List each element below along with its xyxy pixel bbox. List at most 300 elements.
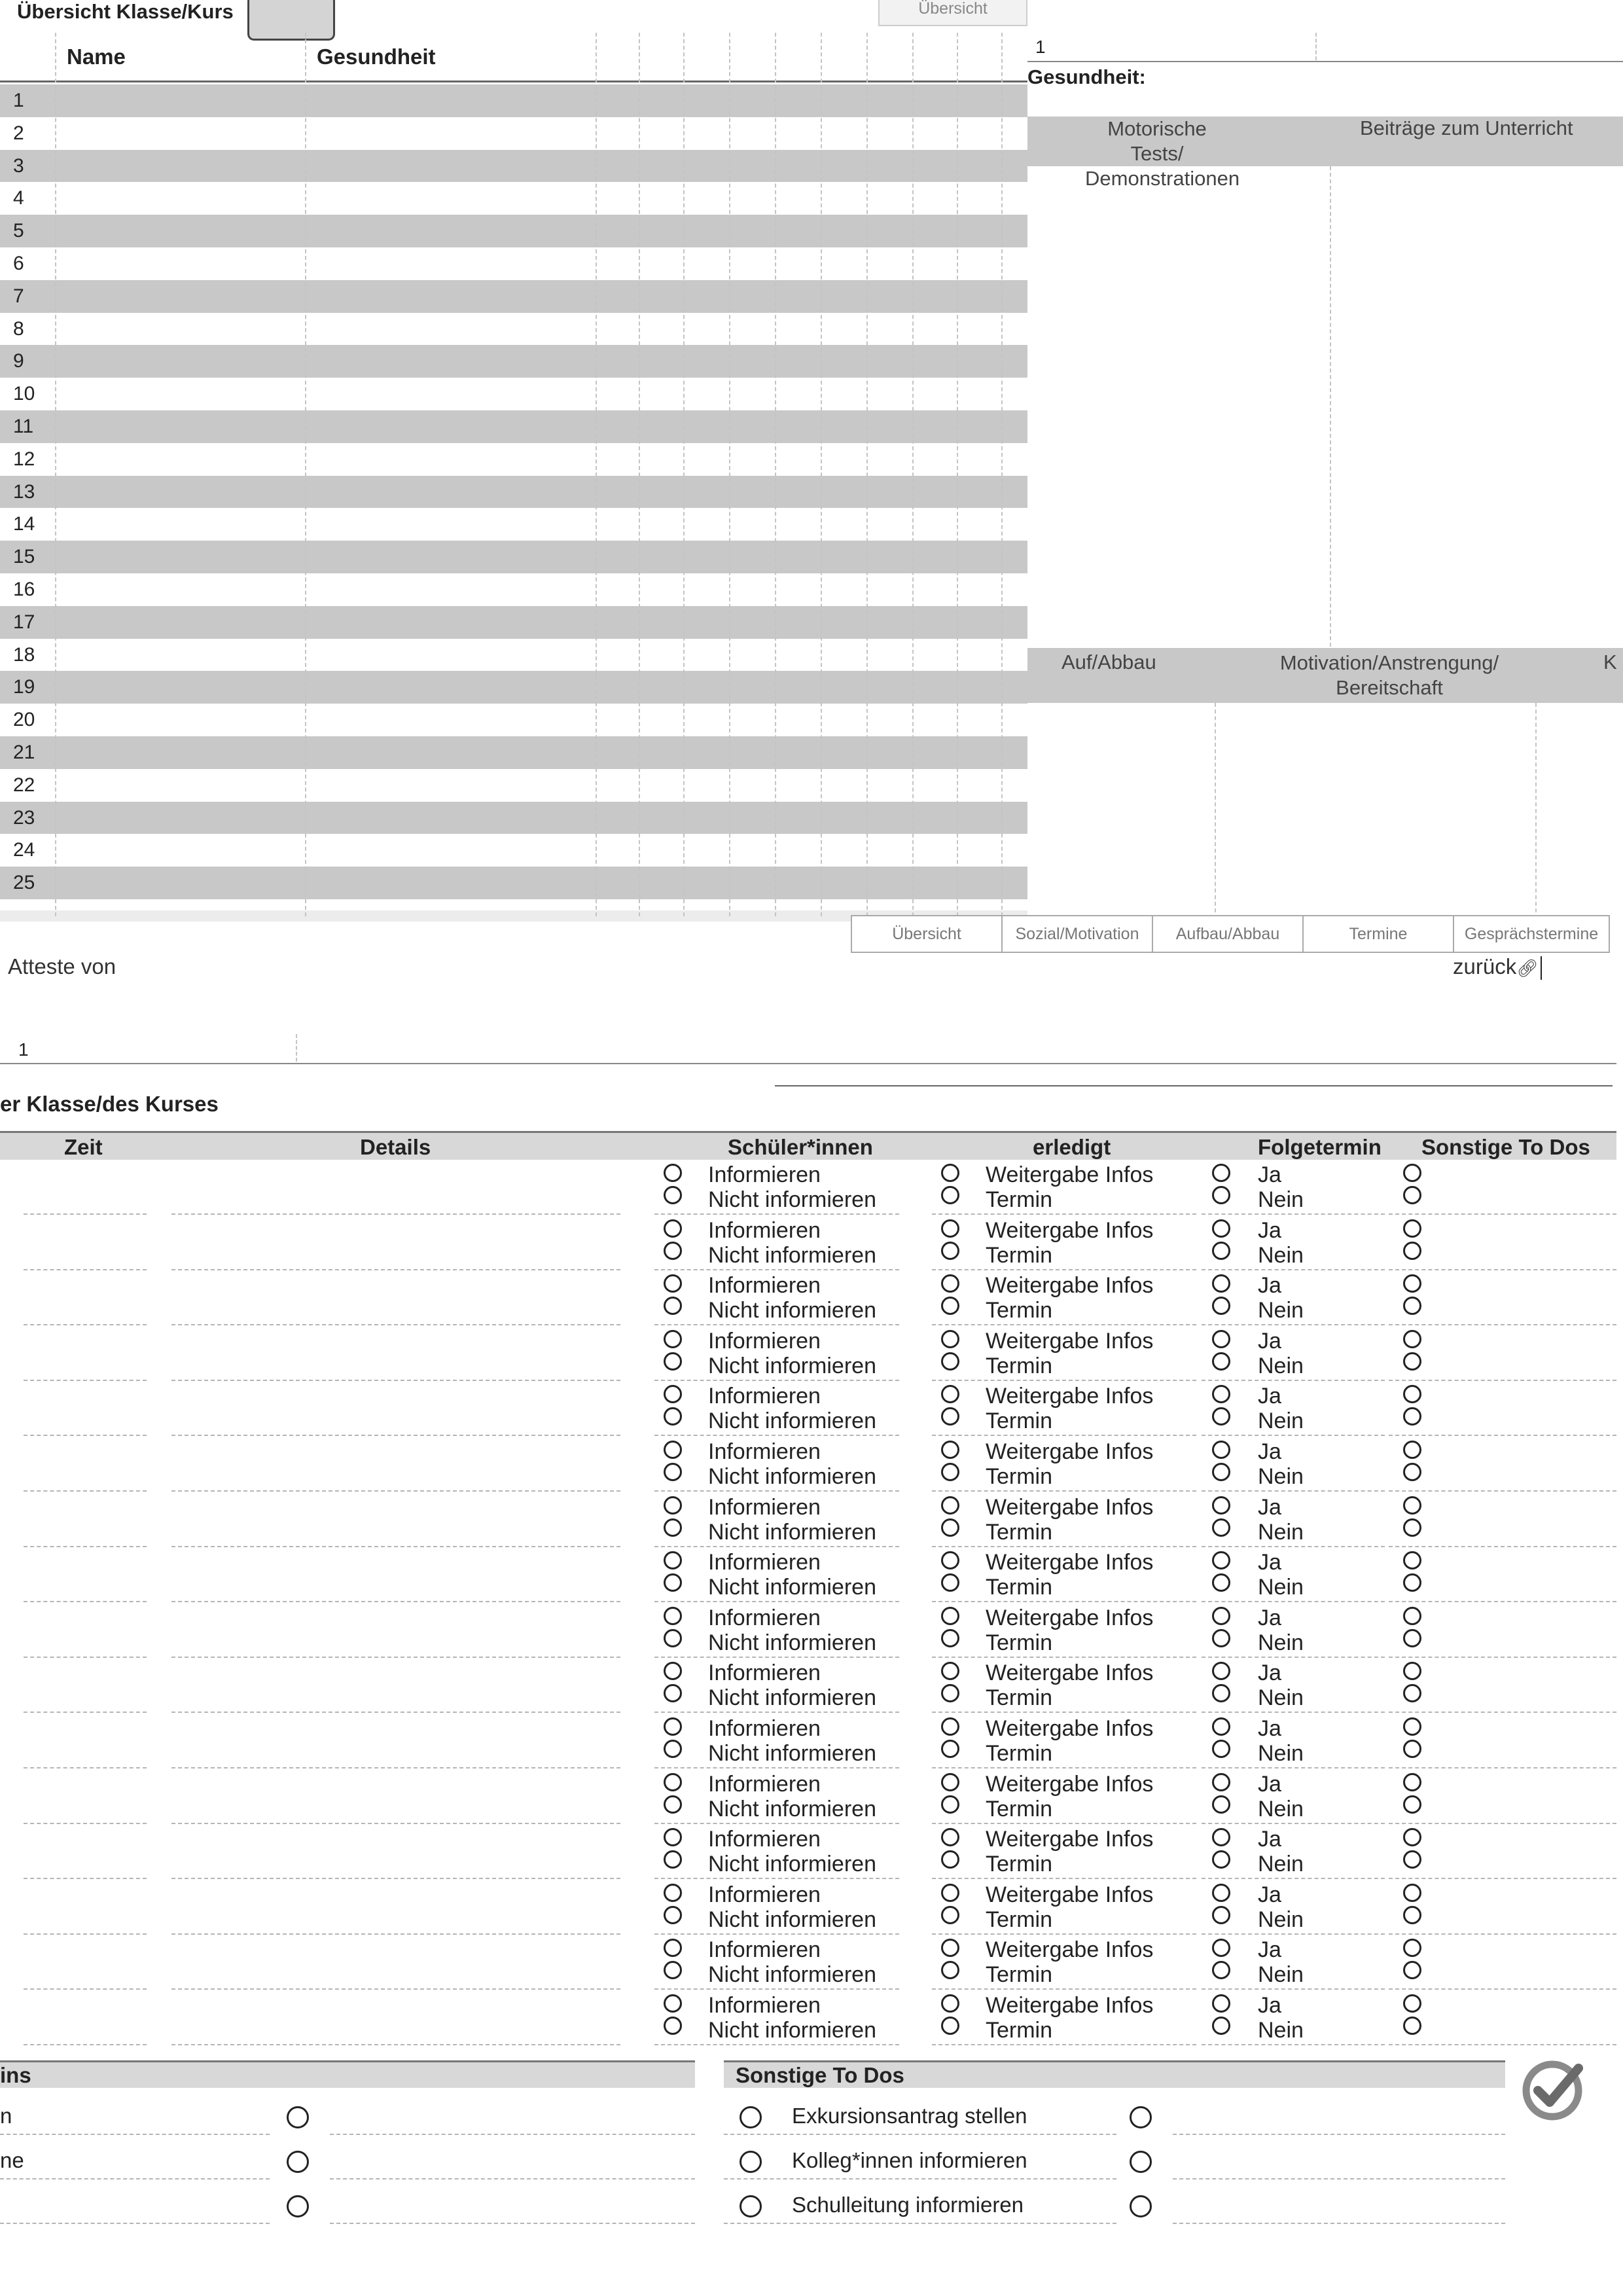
radio-informieren[interactable]: [664, 1441, 682, 1459]
radio-ja[interactable]: [1212, 1219, 1230, 1238]
radio-nein[interactable]: [1212, 1795, 1230, 1814]
radio-weitergabe-infos[interactable]: [941, 1385, 959, 1403]
todo-done-radio[interactable]: [1130, 2106, 1152, 2128]
radio-termin[interactable]: [941, 1740, 959, 1758]
details-cell[interactable]: [171, 1601, 620, 1602]
option-weitergabe-infos: Weitergabe Infos: [986, 1937, 1154, 1963]
option-informieren: Informieren: [708, 1716, 821, 1741]
option-weitergabe-infos: Weitergabe Infos: [986, 1605, 1154, 1630]
details-cell[interactable]: [171, 1823, 620, 1824]
radio-termin[interactable]: [941, 1850, 959, 1869]
termine-row: [0, 1550, 1623, 1605]
todo-done-radio[interactable]: [1130, 2195, 1152, 2217]
zeit-cell[interactable]: [24, 1767, 147, 1768]
radio-ja[interactable]: [1212, 1662, 1230, 1680]
radio-weitergabe-infos[interactable]: [941, 1717, 959, 1736]
radio-sonstige-1[interactable]: [1403, 1274, 1421, 1293]
row-number: 7: [13, 285, 24, 307]
radio-sonstige-2[interactable]: [1403, 1186, 1421, 1204]
option-nein: Nein: [1258, 1741, 1304, 1766]
folgetermin-cell-line: [1202, 1767, 1385, 1768]
option-nicht-informieren: Nicht informieren: [708, 1907, 876, 1932]
radio-nein[interactable]: [1212, 1463, 1230, 1481]
radio-sonstige-1[interactable]: [1403, 1385, 1421, 1403]
radio-weitergabe-infos[interactable]: [941, 1219, 959, 1238]
radio-termin[interactable]: [941, 1352, 959, 1371]
todo-item: Kolleg*innen informieren: [792, 2148, 1027, 2172]
schueler-cell-line: [654, 1435, 899, 1436]
details-cell[interactable]: [171, 1546, 620, 1547]
termine-row: [0, 1772, 1623, 1827]
schueler-cell-line: [654, 1878, 899, 1879]
radio-nicht-informieren[interactable]: [664, 2017, 682, 2035]
radio-weitergabe-infos[interactable]: [941, 1551, 959, 1570]
radio-nicht-informieren[interactable]: [664, 1573, 682, 1592]
table-row[interactable]: [0, 117, 1027, 150]
table-row[interactable]: [0, 84, 1027, 117]
option-nein: Nein: [1258, 1575, 1304, 1600]
row-number: 21: [13, 742, 35, 763]
termine-row-number: 1: [18, 1039, 29, 1060]
overview-dropdown[interactable]: [247, 0, 335, 41]
todo-radio[interactable]: [740, 2195, 762, 2217]
radio-nein[interactable]: [1212, 1740, 1230, 1758]
radio-weitergabe-infos[interactable]: [941, 1274, 959, 1293]
radio-sonstige-1[interactable]: [1403, 1330, 1421, 1348]
radio-informieren[interactable]: [664, 1939, 682, 1957]
left-list-radio[interactable]: [287, 2106, 309, 2128]
zeit-cell[interactable]: [24, 1213, 147, 1215]
zeit-cell[interactable]: [24, 1435, 147, 1436]
option-weitergabe-infos: Weitergabe Infos: [986, 1328, 1154, 1354]
table-row[interactable]: [0, 378, 1027, 410]
option-nicht-informieren: Nicht informieren: [708, 1187, 876, 1212]
radio-sonstige-2[interactable]: [1403, 1352, 1421, 1371]
zeit-cell[interactable]: [24, 1269, 147, 1270]
left-list-line: [0, 2134, 270, 2135]
table-row[interactable]: [0, 867, 1027, 899]
option-nicht-informieren: Nicht informieren: [708, 1408, 876, 1434]
radio-sonstige-2[interactable]: [1403, 1850, 1421, 1869]
option-nicht-informieren: Nicht informieren: [708, 1575, 876, 1600]
zeit-cell[interactable]: [24, 1823, 147, 1824]
schueler-cell-line: [654, 1933, 899, 1935]
radio-ja[interactable]: [1212, 1385, 1230, 1403]
termine-header-line: [0, 1063, 1616, 1064]
radio-informieren[interactable]: [664, 1496, 682, 1515]
todo-done-radio[interactable]: [1130, 2151, 1152, 2173]
bottom-left-header-bar: [0, 2060, 695, 2088]
radio-ja[interactable]: [1212, 1274, 1230, 1293]
radio-nicht-informieren[interactable]: [664, 1850, 682, 1869]
radio-nicht-informieren[interactable]: [664, 1352, 682, 1371]
motivation-label: Motivation/Anstrengung/ Bereitschaft: [1279, 651, 1499, 699]
radio-weitergabe-infos[interactable]: [941, 1330, 959, 1348]
radio-ja[interactable]: [1212, 1441, 1230, 1459]
zeit-cell[interactable]: [24, 2044, 147, 2045]
atteste-label: Atteste von: [8, 954, 116, 978]
tab-gespraechstermine[interactable]: Gesprächstermine: [1453, 915, 1610, 953]
zeit-cell[interactable]: [24, 1988, 147, 1990]
radio-termin[interactable]: [941, 1906, 959, 1924]
option-ja: Ja: [1258, 1937, 1281, 1963]
left-list-note[interactable]: [330, 2134, 695, 2135]
todo-line: [724, 2223, 1116, 2224]
radio-nein[interactable]: [1212, 1297, 1230, 1315]
row-number: 8: [13, 317, 24, 340]
radio-sonstige-1[interactable]: [1403, 1994, 1421, 2013]
option-termin: Termin: [986, 1852, 1053, 1877]
radio-termin[interactable]: [941, 1463, 959, 1481]
details-cell[interactable]: [171, 1324, 620, 1325]
table-row[interactable]: [0, 704, 1027, 736]
radio-weitergabe-infos[interactable]: [941, 1773, 959, 1791]
option-nein: Nein: [1258, 1630, 1304, 1655]
todo-note[interactable]: [1173, 2134, 1505, 2135]
tab-termine[interactable]: Termine: [1302, 915, 1454, 953]
left-list-note[interactable]: [330, 2223, 695, 2224]
table-row[interactable]: [0, 573, 1027, 606]
termine-row: [0, 1660, 1623, 1716]
todo-note[interactable]: [1173, 2223, 1505, 2224]
detail-row-number: 1: [1035, 37, 1046, 57]
radio-termin[interactable]: [941, 1573, 959, 1592]
radio-ja[interactable]: [1212, 1330, 1230, 1348]
radio-sonstige-1[interactable]: [1403, 1219, 1421, 1238]
left-list-radio[interactable]: [287, 2195, 309, 2217]
col-folgetermin: Folgetermin: [1258, 1135, 1382, 1159]
zeit-cell[interactable]: [24, 1380, 147, 1381]
option-ja: Ja: [1258, 1494, 1281, 1520]
radio-termin[interactable]: [941, 1518, 959, 1537]
radio-nicht-informieren[interactable]: [664, 1186, 682, 1204]
zeit-cell[interactable]: [24, 1878, 147, 1879]
radio-nicht-informieren[interactable]: [664, 1795, 682, 1814]
option-weitergabe-infos: Weitergabe Infos: [986, 1716, 1154, 1741]
radio-nicht-informieren[interactable]: [664, 1407, 682, 1426]
radio-termin[interactable]: [941, 1961, 959, 1979]
table-row[interactable]: [0, 443, 1027, 476]
radio-nein[interactable]: [1212, 2017, 1230, 2035]
row-number: 9: [13, 350, 24, 372]
erledigt-cell-line: [932, 1380, 1196, 1381]
option-termin: Termin: [986, 2018, 1053, 2043]
folgetermin-cell-line: [1202, 1712, 1385, 1713]
zeit-cell[interactable]: [24, 1601, 147, 1602]
schueler-cell-line: [654, 1657, 899, 1658]
radio-weitergabe-infos[interactable]: [941, 1496, 959, 1515]
radio-sonstige-2[interactable]: [1403, 1961, 1421, 1979]
radio-sonstige-2[interactable]: [1403, 1795, 1421, 1814]
table-row[interactable]: [0, 541, 1027, 573]
radio-sonstige-2[interactable]: [1403, 1684, 1421, 1702]
termine-row: [0, 1384, 1623, 1439]
termine-row: [0, 1937, 1623, 1993]
radio-nicht-informieren[interactable]: [664, 1242, 682, 1260]
col-details: Details: [360, 1135, 431, 1159]
erledigt-cell-line: [932, 1712, 1196, 1713]
option-nein: Nein: [1258, 1685, 1304, 1711]
radio-informieren[interactable]: [664, 1717, 682, 1736]
option-informieren: Informieren: [708, 1217, 821, 1243]
radio-nein[interactable]: [1212, 1961, 1230, 1979]
tab-sozial-motivation[interactable]: Sozial/Motivation: [1001, 915, 1153, 953]
radio-sonstige-2[interactable]: [1403, 1573, 1421, 1592]
row-number: 13: [13, 480, 35, 503]
radio-weitergabe-infos[interactable]: [941, 1828, 959, 1846]
todo-line: [724, 2178, 1116, 2179]
radio-nein[interactable]: [1212, 1850, 1230, 1869]
radio-sonstige-1[interactable]: [1403, 1441, 1421, 1459]
sonstige-cell-line: [1389, 1213, 1616, 1215]
table-row[interactable]: [0, 280, 1027, 313]
radio-informieren[interactable]: [664, 1330, 682, 1348]
radio-sonstige-1[interactable]: [1403, 1551, 1421, 1570]
row-number: 22: [13, 774, 35, 796]
radio-nicht-informieren[interactable]: [664, 1629, 682, 1647]
table-row[interactable]: [0, 606, 1027, 639]
radio-termin[interactable]: [941, 1407, 959, 1426]
radio-weitergabe-infos[interactable]: [941, 1607, 959, 1625]
radio-ja[interactable]: [1212, 1939, 1230, 1957]
radio-weitergabe-infos[interactable]: [941, 1884, 959, 1902]
radio-sonstige-2[interactable]: [1403, 1740, 1421, 1758]
radio-weitergabe-infos[interactable]: [941, 1939, 959, 1957]
table-row[interactable]: [0, 639, 1027, 672]
radio-nicht-informieren[interactable]: [664, 1518, 682, 1537]
radio-informieren[interactable]: [664, 1385, 682, 1403]
todo-note[interactable]: [1173, 2178, 1505, 2179]
radio-informieren[interactable]: [664, 1773, 682, 1791]
table-row[interactable]: [0, 150, 1027, 183]
radio-sonstige-2[interactable]: [1403, 2017, 1421, 2035]
option-informieren: Informieren: [708, 1550, 821, 1575]
erledigt-cell-line: [932, 1435, 1196, 1436]
table-row[interactable]: [0, 182, 1027, 215]
radio-ja[interactable]: [1212, 1164, 1230, 1182]
radio-sonstige-1[interactable]: [1403, 1717, 1421, 1736]
radio-termin[interactable]: [941, 1297, 959, 1315]
table-row[interactable]: [0, 345, 1027, 378]
radio-ja[interactable]: [1212, 1828, 1230, 1846]
radio-termin[interactable]: [941, 1684, 959, 1702]
radio-sonstige-1[interactable]: [1403, 1607, 1421, 1625]
radio-sonstige-2[interactable]: [1403, 1297, 1421, 1315]
radio-sonstige-1[interactable]: [1403, 1662, 1421, 1680]
radio-nein[interactable]: [1212, 1186, 1230, 1204]
table-row[interactable]: [0, 247, 1027, 280]
sonstige-cell-line: [1389, 1988, 1616, 1990]
radio-weitergabe-infos[interactable]: [941, 1662, 959, 1680]
radio-ja[interactable]: [1212, 1496, 1230, 1515]
todo-radio[interactable]: [740, 2151, 762, 2173]
table-row[interactable]: [0, 802, 1027, 834]
radio-sonstige-2[interactable]: [1403, 1906, 1421, 1924]
table-row[interactable]: [0, 736, 1027, 769]
option-informieren: Informieren: [708, 1494, 821, 1520]
details-cell[interactable]: [171, 1988, 620, 1990]
radio-sonstige-2[interactable]: [1403, 1629, 1421, 1647]
option-weitergabe-infos: Weitergabe Infos: [986, 1217, 1154, 1243]
radio-sonstige-1[interactable]: [1403, 1939, 1421, 1957]
radio-ja[interactable]: [1212, 1551, 1230, 1570]
radio-weitergabe-infos[interactable]: [941, 1994, 959, 2013]
back-link[interactable]: [1453, 954, 1542, 980]
radio-informieren[interactable]: [664, 1884, 682, 1902]
table-row[interactable]: [0, 508, 1027, 541]
option-ja: Ja: [1258, 1328, 1281, 1354]
radio-sonstige-1[interactable]: [1403, 1828, 1421, 1846]
details-cell[interactable]: [171, 2044, 620, 2045]
radio-nicht-informieren[interactable]: [664, 1684, 682, 1702]
radio-nein[interactable]: [1212, 1352, 1230, 1371]
option-ja: Ja: [1258, 1882, 1281, 1907]
radio-informieren[interactable]: [664, 1164, 682, 1182]
folgetermin-cell-line: [1202, 1213, 1385, 1215]
details-cell[interactable]: [171, 1380, 620, 1381]
table-row[interactable]: [0, 476, 1027, 509]
overview-top-button[interactable]: Übersicht: [878, 0, 1027, 26]
radio-informieren[interactable]: [664, 1994, 682, 2013]
radio-sonstige-1[interactable]: [1403, 1164, 1421, 1182]
radio-termin[interactable]: [941, 1795, 959, 1814]
sonstige-cell-line: [1389, 1823, 1616, 1824]
radio-nicht-informieren[interactable]: [664, 1740, 682, 1758]
row-number: 5: [13, 220, 24, 242]
radio-informieren[interactable]: [664, 1828, 682, 1846]
check-circle-icon[interactable]: [1518, 2055, 1586, 2123]
todo-radio[interactable]: [740, 2106, 762, 2128]
details-cell[interactable]: [171, 1767, 620, 1768]
radio-termin[interactable]: [941, 2017, 959, 2035]
erledigt-cell-line: [932, 1823, 1196, 1824]
table-row[interactable]: [0, 313, 1027, 346]
radio-informieren[interactable]: [664, 1219, 682, 1238]
option-nein: Nein: [1258, 1907, 1304, 1932]
radio-sonstige-1[interactable]: [1403, 1496, 1421, 1515]
radio-ja[interactable]: [1212, 1607, 1230, 1625]
radio-termin[interactable]: [941, 1629, 959, 1647]
folgetermin-cell-line: [1202, 1823, 1385, 1824]
option-nicht-informieren: Nicht informieren: [708, 1962, 876, 1988]
table-row[interactable]: [0, 410, 1027, 443]
option-weitergabe-infos: Weitergabe Infos: [986, 1439, 1154, 1464]
radio-nein[interactable]: [1212, 1407, 1230, 1426]
radio-nein[interactable]: [1212, 1518, 1230, 1537]
radio-weitergabe-infos[interactable]: [941, 1441, 959, 1459]
table-row[interactable]: [0, 215, 1027, 247]
option-ja: Ja: [1258, 1162, 1281, 1187]
option-nicht-informieren: Nicht informieren: [708, 1685, 876, 1711]
overview-panel: [0, 0, 1027, 922]
termine-row: [0, 1162, 1623, 1218]
zeit-cell[interactable]: [24, 1657, 147, 1658]
zeit-cell[interactable]: [24, 1324, 147, 1325]
zeit-cell[interactable]: [24, 1490, 147, 1492]
option-termin: Termin: [986, 1630, 1053, 1655]
radio-informieren[interactable]: [664, 1551, 682, 1570]
option-weitergabe-infos: Weitergabe Infos: [986, 1162, 1154, 1187]
option-termin: Termin: [986, 1464, 1053, 1489]
details-cell[interactable]: [171, 1712, 620, 1713]
details-cell[interactable]: [171, 1269, 620, 1270]
details-cell[interactable]: [171, 1878, 620, 1879]
details-cell[interactable]: [171, 1213, 620, 1215]
tab-uebersicht[interactable]: Übersicht: [851, 915, 1003, 953]
radio-nein[interactable]: [1212, 1629, 1230, 1647]
radio-ja[interactable]: [1212, 1994, 1230, 2013]
left-list-radio[interactable]: [287, 2151, 309, 2173]
erledigt-cell-line: [932, 2044, 1196, 2045]
radio-termin[interactable]: [941, 1242, 959, 1260]
radio-ja[interactable]: [1212, 1717, 1230, 1736]
tab-aufbau-abbau[interactable]: Aufbau/Abbau: [1152, 915, 1304, 953]
zeit-cell[interactable]: [24, 1546, 147, 1547]
schueler-cell-line: [654, 2044, 899, 2045]
erledigt-cell-line: [932, 1988, 1196, 1990]
radio-sonstige-1[interactable]: [1403, 1884, 1421, 1902]
option-nicht-informieren: Nicht informieren: [708, 1298, 876, 1323]
setup-label: Auf/Abbau: [1061, 651, 1156, 673]
option-informieren: Informieren: [708, 1384, 821, 1409]
radio-nein[interactable]: [1212, 1573, 1230, 1592]
details-cell[interactable]: [171, 1435, 620, 1436]
radio-nein[interactable]: [1212, 1242, 1230, 1260]
table-row[interactable]: [0, 671, 1027, 704]
schueler-cell-line: [654, 1767, 899, 1768]
radio-nein[interactable]: [1212, 1906, 1230, 1924]
radio-informieren[interactable]: [664, 1274, 682, 1293]
radio-weitergabe-infos[interactable]: [941, 1164, 959, 1182]
radio-nein[interactable]: [1212, 1684, 1230, 1702]
radio-nicht-informieren[interactable]: [664, 1297, 682, 1315]
radio-ja[interactable]: [1212, 1773, 1230, 1791]
radio-sonstige-2[interactable]: [1403, 1242, 1421, 1260]
zeit-cell[interactable]: [24, 1712, 147, 1713]
option-termin: Termin: [986, 1796, 1053, 1821]
radio-informieren[interactable]: [664, 1662, 682, 1680]
option-informieren: Informieren: [708, 1273, 821, 1299]
radio-nicht-informieren[interactable]: [664, 1906, 682, 1924]
radio-nicht-informieren[interactable]: [664, 1463, 682, 1481]
radio-sonstige-2[interactable]: [1403, 1518, 1421, 1537]
table-row[interactable]: [0, 769, 1027, 802]
erledigt-cell-line: [932, 1213, 1196, 1215]
option-nicht-informieren: Nicht informieren: [708, 1464, 876, 1489]
details-cell[interactable]: [171, 1657, 620, 1658]
radio-sonstige-2[interactable]: [1403, 1407, 1421, 1426]
radio-termin[interactable]: [941, 1186, 959, 1204]
termine-row: [0, 1439, 1623, 1495]
radio-ja[interactable]: [1212, 1884, 1230, 1902]
option-weitergabe-infos: Weitergabe Infos: [986, 1550, 1154, 1575]
detail-header-line: [1027, 61, 1623, 62]
radio-informieren[interactable]: [664, 1607, 682, 1625]
radio-nicht-informieren[interactable]: [664, 1961, 682, 1979]
details-cell[interactable]: [171, 1933, 620, 1935]
left-list-item: n: [0, 2104, 12, 2128]
table-row[interactable]: [0, 834, 1027, 867]
left-list-note[interactable]: [330, 2178, 695, 2179]
zeit-cell[interactable]: [24, 1933, 147, 1935]
back-link-label[interactable]: zurück: [1453, 954, 1517, 978]
radio-sonstige-2[interactable]: [1403, 1463, 1421, 1481]
details-cell[interactable]: [171, 1490, 620, 1492]
termine-row: [0, 1605, 1623, 1661]
col-sonstige: Sonstige To Dos: [1421, 1135, 1590, 1159]
radio-sonstige-1[interactable]: [1403, 1773, 1421, 1791]
option-ja: Ja: [1258, 1605, 1281, 1630]
